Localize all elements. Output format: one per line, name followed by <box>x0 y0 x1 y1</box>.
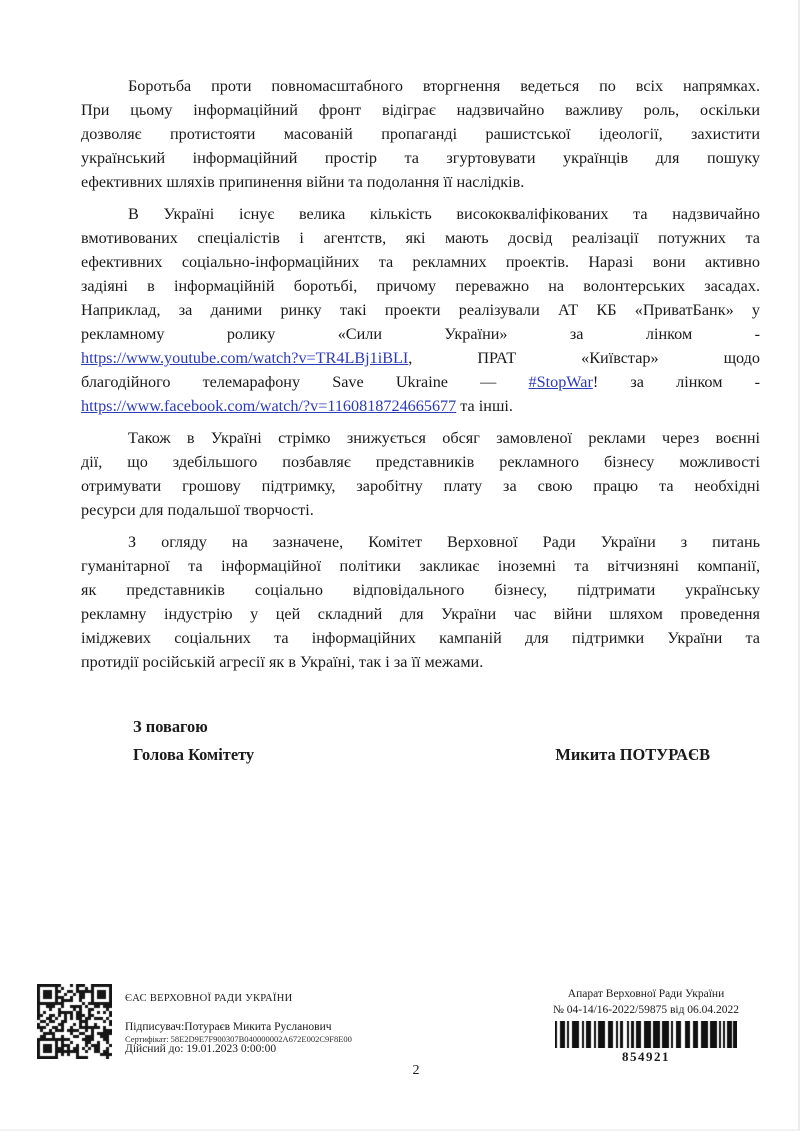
text-run: ! за лінком - <box>592 373 760 391</box>
letter-body <box>81 74 760 682</box>
text-run: протидії російській агресії як в Україні, так і за її межами. <box>81 653 484 671</box>
text-line <box>81 370 760 394</box>
text-line <box>81 146 760 170</box>
text-line <box>81 274 760 298</box>
text-run: , ПРАТ «Київстар» щодо <box>408 349 760 367</box>
text-run: благодійного телемарафону Save Ukraine — <box>81 373 529 391</box>
barcode-wrap <box>548 1021 744 1048</box>
text-line <box>81 250 760 274</box>
text-line <box>81 650 760 674</box>
text-line <box>81 298 760 322</box>
text-run: Наприклад, за даними ринку такі проекти реалізували АТ КБ «ПриватБанк» у <box>81 301 760 319</box>
text-run: як представників соціально відповідального бізнесу, підтримати українську <box>81 581 760 599</box>
text-line <box>81 394 760 418</box>
text-run: вмотивованих спеціалістів і агентств, які мають досвід реалізації потужних та <box>81 229 760 247</box>
text-line <box>81 98 760 122</box>
paragraph <box>81 426 760 522</box>
certificate-line: Сертифікат: 58E2D9E7F900307B040000002A672E002C9F8E00 <box>125 1034 352 1044</box>
text-run: отримувати грошову підтримку, заробітну плату за свою працю та необхідні <box>81 477 760 495</box>
text-line <box>81 554 760 578</box>
paragraph <box>81 202 760 418</box>
text-line <box>81 202 760 226</box>
text-run: ресурси для подальшої творчості. <box>81 501 314 519</box>
text-line <box>81 530 760 554</box>
signature-salutation: З повагою <box>133 717 208 736</box>
text-line <box>81 578 760 602</box>
text-run: та інші. <box>456 397 513 415</box>
text-run: В Україні існує велика кількість висококваліфікованих та надзвичайно <box>128 205 760 223</box>
text-run: ефективних шляхів припинення війни та подолання її наслідків. <box>81 173 525 191</box>
barcode-number: 854921 <box>622 1049 670 1064</box>
eas-system-label: ЄАС ВЕРХОВНОЇ РАДИ УКРАЇНИ <box>125 993 293 1004</box>
signature-row <box>81 743 760 767</box>
text-run: Також в Україні стрімко знижується обсяг замовленої реклами через воєнні <box>128 429 760 447</box>
hyperlink-youtube[interactable]: https://www.youtube.com/watch?v=TR4LBj1iBLI <box>81 349 409 367</box>
text-line <box>81 450 760 474</box>
text-run: ефективних соціально-інформаційних та рекламних проектів. Наразі вони активно <box>81 253 760 271</box>
signature-block <box>81 715 760 767</box>
hyperlink-stopwar[interactable]: #StopWar <box>528 373 593 391</box>
text-line <box>81 474 760 498</box>
text-line <box>81 626 760 650</box>
hyperlink-facebook[interactable]: https://www.facebook.com/watch/?v=1160818724665677 <box>81 397 457 415</box>
text-run: Боротьба проти повномасштабного вторгнення ведеться по всіх напрямках. <box>128 77 760 95</box>
text-run: дії, що здебільшого позбавляє представників рекламного бізнесу можливості <box>81 453 760 471</box>
text-run: рекламному ролику «Сили України» за лінком - <box>81 325 760 343</box>
text-run: дозволяє протистояти масованій пропаганді рашистської ідеології, захистити <box>81 125 760 143</box>
office-name: Апарат Верховної Ради України <box>567 988 725 1000</box>
registration-stamp <box>548 986 744 1065</box>
text-run: іміджевих соціальних та інформаційних кампаній для підтримки України та <box>81 629 760 647</box>
paragraph <box>81 74 760 194</box>
signer-role: Голова Комітету <box>133 745 255 764</box>
text-line <box>81 322 760 346</box>
text-line <box>81 602 760 626</box>
text-run: задіяні в інформаційній боротьбі, причому переважно на волонтерських засадах. <box>81 277 760 295</box>
paragraph <box>81 530 760 674</box>
text-line <box>81 170 760 194</box>
text-line <box>81 498 760 522</box>
signer-line: Підписувач:Потураєв Микита Русланович <box>125 1021 332 1033</box>
text-line <box>81 426 760 450</box>
text-run: український інформаційний простір та згуртовувати українців для пошуку <box>81 149 760 167</box>
text-line <box>81 226 760 250</box>
text-run: гуманітарної та інформаційної політики закликає іноземні та вітчизняні компанії, <box>81 557 760 575</box>
document-number: № 04-14/16-2022/59875 від 06.04.2022 <box>552 1004 740 1016</box>
qr-code-image <box>37 984 112 1059</box>
text-line <box>81 346 760 370</box>
validity-line: Дійсний до: 19.01.2023 0:00:00 <box>125 1043 277 1055</box>
text-line <box>81 74 760 98</box>
signer-name: Микита ПОТУРАЄВ <box>555 745 710 764</box>
text-run: З огляду на зазначене, Комітет Верховної Ради України з питань <box>128 533 760 551</box>
text-run: При цьому інформаційний фронт відіграє надзвичайно важливу роль, оскільки <box>81 101 760 119</box>
page-number: 2 <box>412 1063 420 1078</box>
text-line <box>81 122 760 146</box>
text-run: рекламну індустрію у цей складний для України час війни шляхом проведення <box>81 605 760 623</box>
barcode-image <box>555 1021 737 1048</box>
